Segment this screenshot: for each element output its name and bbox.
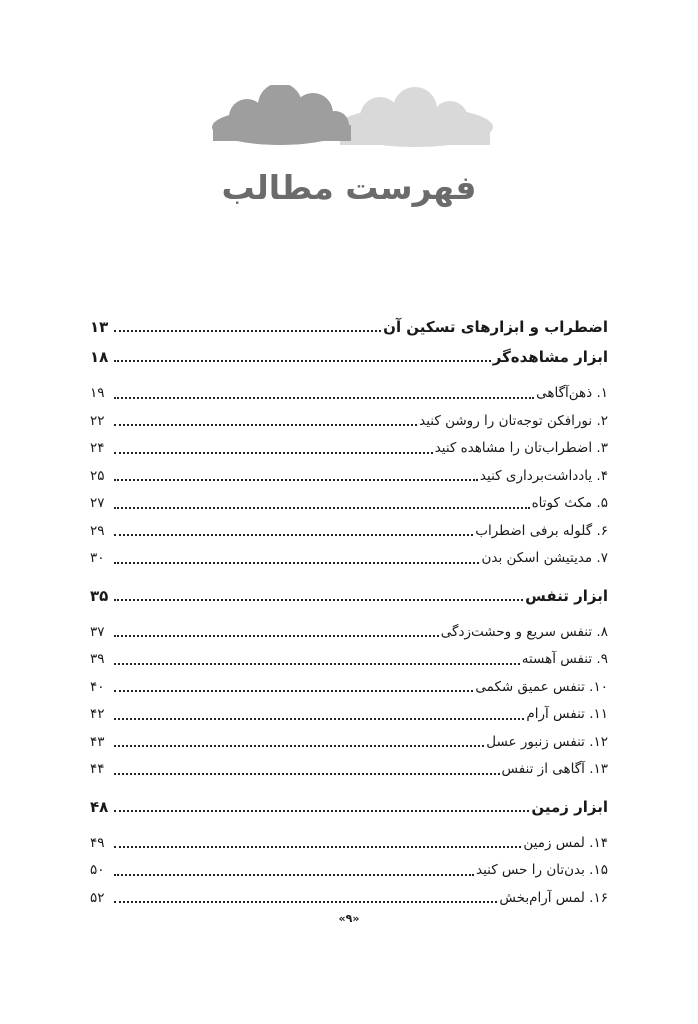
toc-section-page: ۱۳ [90, 318, 109, 336]
toc-entry-title: ۴. یادداشت‌برداری کنید [479, 467, 608, 484]
light-cloud-icon [337, 87, 493, 147]
dot-leader [114, 745, 484, 747]
toc-entry-row[interactable] [90, 885, 608, 913]
toc-entry-row[interactable] [90, 857, 608, 885]
toc-entry-page: ۱۹ [90, 385, 105, 401]
toc-entry-row[interactable] [90, 408, 608, 436]
page-title: فهرست مطالب [221, 168, 477, 207]
table-of-contents [90, 312, 608, 912]
dot-leader [114, 874, 474, 876]
dot-leader [114, 846, 521, 848]
dot-leader [114, 479, 478, 481]
toc-entry-row[interactable] [90, 463, 608, 491]
toc-entry-page: ۳۹ [90, 651, 105, 667]
dot-leader [114, 901, 497, 903]
dot-leader [114, 507, 530, 509]
dot-leader [114, 773, 500, 775]
toc-entry-page: ۲۷ [90, 495, 105, 511]
dot-leader [114, 452, 433, 454]
toc-entry-row[interactable] [90, 380, 608, 408]
dot-leader [114, 562, 479, 564]
dot-leader [114, 810, 529, 812]
dot-leader [114, 599, 523, 601]
toc-entry-row[interactable] [90, 729, 608, 757]
toc-entry-page: ۲۴ [90, 440, 105, 456]
dot-leader [114, 360, 491, 362]
toc-entry-title: ۱۶. لمس آرام‌بخش [499, 889, 608, 906]
toc-entry-page: ۲۵ [90, 467, 105, 484]
toc-entry-page: ۴۲ [90, 706, 105, 722]
dot-leader [114, 397, 534, 399]
toc-entry-page: ۲۲ [90, 412, 105, 429]
toc-entry-title: ۵. مکث کوتاه [531, 495, 608, 511]
dot-leader [114, 663, 520, 665]
toc-entry-title: ۱۰. تنفس عمیق شکمی [475, 678, 608, 695]
toc-section-row[interactable] [90, 312, 608, 342]
dot-leader [114, 534, 473, 536]
toc-entry-title: ۱۵. بدن‌تان را حس کنید [475, 862, 608, 878]
toc-section-page: ۳۵ [90, 586, 109, 605]
dot-leader [114, 424, 417, 426]
dot-leader [114, 330, 381, 332]
toc-section-page: ۴۸ [90, 797, 109, 816]
toc-section-row[interactable] [90, 581, 608, 611]
toc-entry-page: ۲۹ [90, 522, 105, 539]
toc-entry-row[interactable] [90, 490, 608, 518]
toc-entry-title: ۷. مدیتیشن اسکن بدن [481, 550, 608, 566]
toc-entry-page: ۴۳ [90, 733, 105, 750]
toc-section-title: ابزار زمین [531, 797, 608, 816]
toc-entry-row[interactable] [90, 830, 608, 858]
toc-entry-row[interactable] [90, 701, 608, 729]
toc-section-title: ابزار تنفس [525, 586, 608, 605]
toc-entry-page: ۴۹ [90, 834, 105, 851]
toc-entry-page: ۴۰ [90, 678, 105, 695]
toc-section-title: ابزار مشاهده‌گر [492, 348, 608, 366]
dark-cloud-icon [212, 85, 351, 145]
dot-leader [114, 718, 524, 720]
toc-entry-row[interactable] [90, 756, 608, 784]
toc-entry-row[interactable] [90, 619, 608, 647]
toc-entry-title: ۶. گلوله برفی اضطراب [475, 522, 608, 539]
toc-entry-title: ۱۲. تنفس زنبور عسل [486, 733, 608, 750]
toc-entry-title: ۲. نورافکن توجه‌تان را روشن کنید [419, 412, 608, 429]
dot-leader [114, 690, 473, 692]
toc-entry-page: ۵۰ [90, 862, 105, 878]
toc-entry-title: ۱. ذهن‌آگاهی [536, 385, 608, 401]
toc-section-row[interactable] [90, 792, 608, 822]
toc-entry-row[interactable] [90, 674, 608, 702]
toc-section-page: ۱۸ [90, 348, 109, 366]
toc-entry-title: ۱۴. لمس زمین [523, 834, 608, 851]
toc-entry-title: ۹. تنفس آهسته [521, 651, 608, 667]
toc-section-row[interactable] [90, 342, 608, 372]
page-number: «۹» [338, 912, 360, 925]
toc-section-title: اضطراب و ابزارهای تسکین آن [383, 318, 608, 336]
dot-leader [114, 635, 439, 637]
toc-entry-title: ۳. اضطراب‌تان را مشاهده کنید [434, 440, 608, 456]
clouds-illustration [205, 85, 495, 150]
toc-entry-title: ۸. تنفس سریع و وحشت‌زدگی [440, 623, 608, 640]
toc-entry-page: ۴۴ [90, 761, 105, 777]
toc-entry-title: ۱۱. تنفس آرام [526, 706, 608, 722]
toc-entry-page: ۳۷ [90, 623, 105, 640]
toc-entry-page: ۵۲ [90, 889, 105, 906]
toc-entry-title: ۱۳. آگاهی از تنفس [501, 761, 608, 777]
toc-entry-row[interactable] [90, 435, 608, 463]
toc-entry-row[interactable] [90, 646, 608, 674]
toc-entry-row[interactable] [90, 545, 608, 573]
toc-entry-row[interactable] [90, 518, 608, 546]
toc-entry-page: ۳۰ [90, 550, 105, 566]
